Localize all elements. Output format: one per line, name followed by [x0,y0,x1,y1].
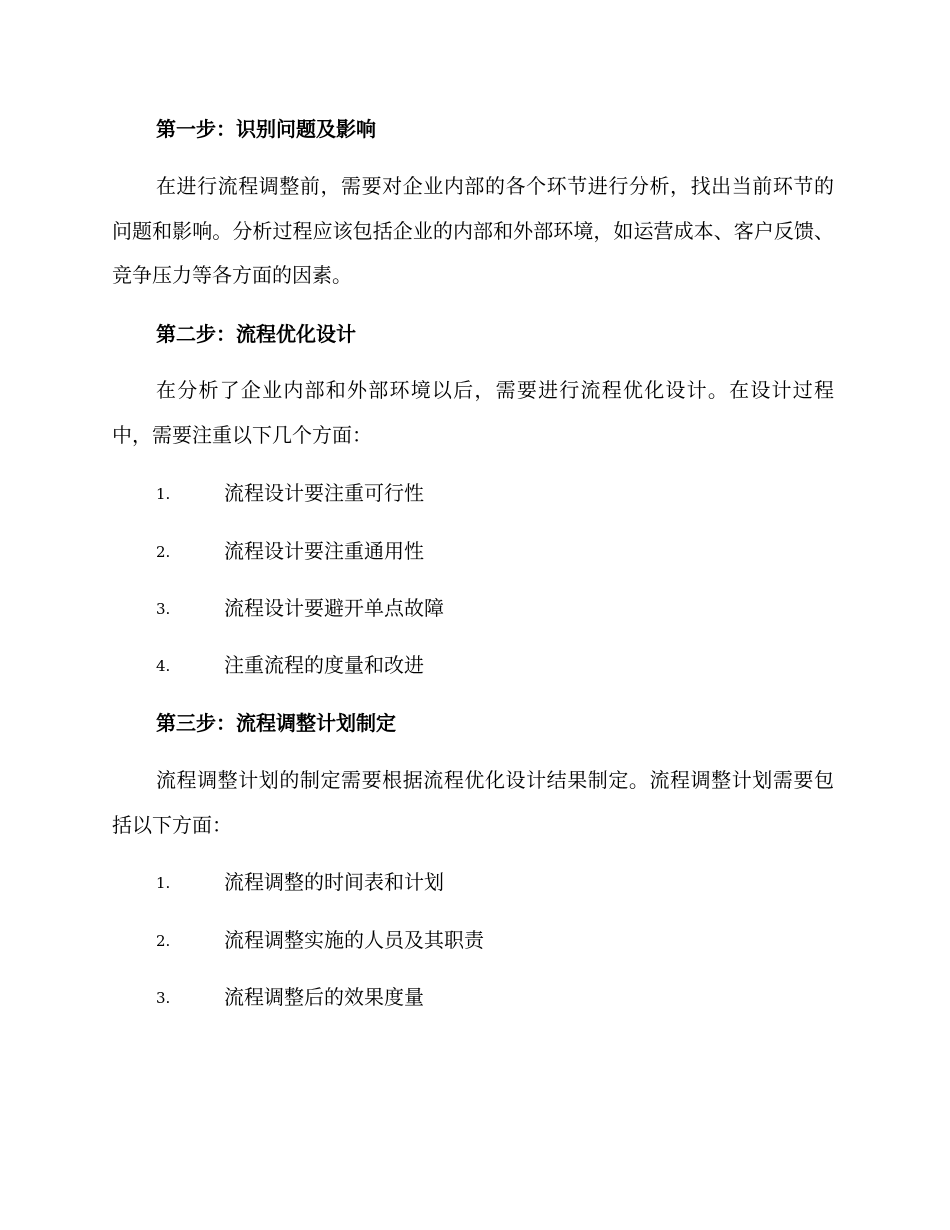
section-3-heading: 第三步：流程调整计划制定 [156,711,396,735]
list-number: 3. [156,600,171,618]
list-text: 流程设计要避开单点故障 [224,596,444,620]
list-number: 1. [156,485,171,503]
list-number: 2. [156,543,171,561]
list-number: 1. [156,874,171,892]
list-text: 注重流程的度量和改进 [224,653,424,677]
section-1-heading: 第一步：识别问题及影响 [156,117,376,141]
list-number: 4. [156,657,171,675]
list-text: 流程调整实施的人员及其职责 [224,928,484,952]
section-2-heading: 第二步：流程优化设计 [156,322,356,346]
list-text: 流程设计要注重通用性 [224,539,424,563]
section-2-paragraph: 在分析了企业内部和外部环境以后，需要进行流程优化设计。在设计过程中，需要注重以下几个方面： [112,378,834,447]
list-text: 流程调整的时间表和计划 [224,870,444,894]
list-text: 流程设计要注重可行性 [224,481,424,505]
list-number: 3. [156,989,171,1007]
list-number: 2. [156,932,171,950]
list-text: 流程调整后的效果度量 [224,985,424,1009]
section-1-paragraph: 在进行流程调整前，需要对企业内部的各个环节进行分析，找出当前环节的问题和影响。分析过程应该包括企业的内部和外部环境，如运营成本、客户反馈、竞争压力等各方面的因素。 [112,174,834,287]
section-3-paragraph: 流程调整计划的制定需要根据流程优化设计结果制定。流程调整计划需要包括以下方面： [112,768,834,837]
